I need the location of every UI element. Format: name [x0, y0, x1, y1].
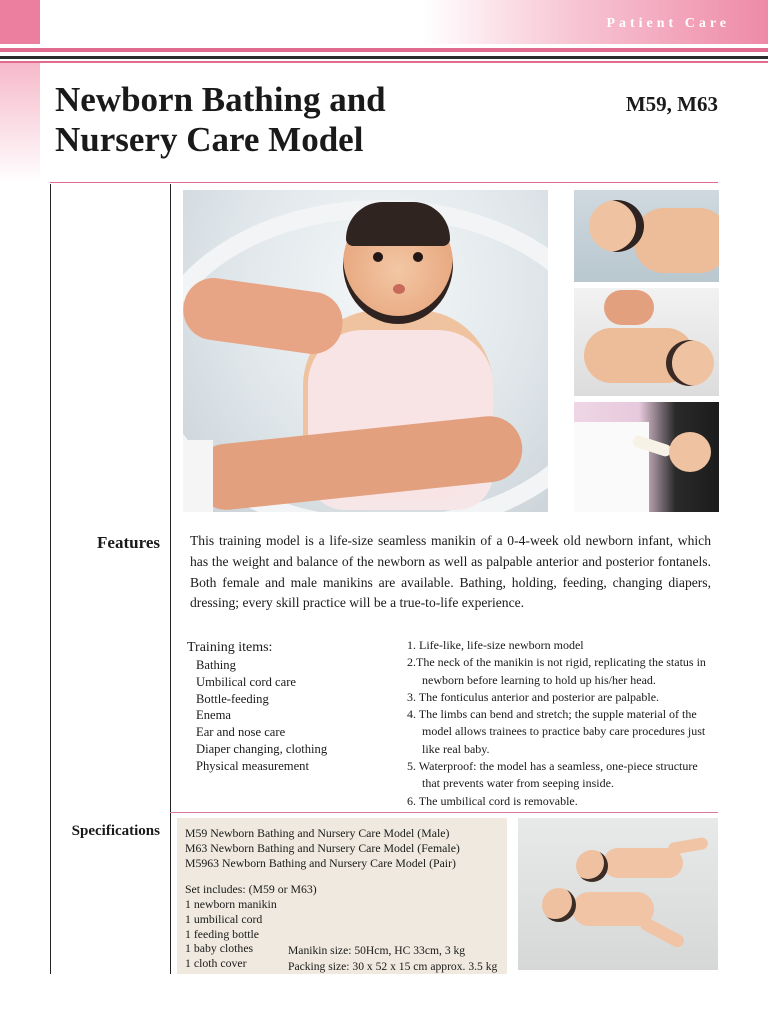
list-item: M59 Newborn Bathing and Nursery Care Model (Male) [185, 826, 450, 840]
manikin-head [669, 432, 711, 472]
specs-divider [170, 812, 718, 813]
manikin-leg [638, 915, 686, 949]
side-photo-cord-care [574, 288, 719, 396]
list-item: Ear and nose care [196, 725, 286, 740]
list-item: 1 umbilical cord [185, 911, 263, 926]
training-title: Training items: [187, 640, 273, 655]
manikin-eye [413, 252, 423, 262]
list-item: Bathing [196, 658, 236, 672]
header-stripe [0, 48, 768, 52]
specs-photo-manikins [518, 818, 718, 970]
manikin-leg [667, 837, 708, 856]
list-item: 2.The neck of the manikin is not rigid, replicating the status in newborn before learning to hold up his/her head. [407, 655, 706, 687]
title-line-2: Nursery Care Model [55, 120, 364, 159]
list-item: 1. Life-like, life-size newborn model [407, 638, 584, 652]
set-includes-title: Set includes: (M59 or M63) [185, 882, 317, 896]
list-item: Enema [196, 708, 231, 723]
list-item: Physical measurement [196, 758, 309, 773]
list-item: 1 feeding bottle [185, 926, 260, 941]
dimensions [288, 943, 497, 975]
list-item: 5. Waterproof: the model has a seamless, one-piece structure that prevents water from seeping inside. [407, 759, 698, 791]
list-item: Diaper changing, clothing [196, 741, 328, 756]
list-item: 1 baby clothes [185, 941, 254, 956]
feature-points [407, 637, 712, 810]
side-photo-neck [574, 190, 719, 282]
list-item: M63 Newborn Bathing and Nursery Care Model (Female) [185, 840, 460, 855]
features-paragraph: This training model is a life-size seamless manikin of a 0-4-week old newborn infant, which has the weight and balance of the newborn as well as palpable anterior and posterior fontanels. Both female and male manikins are available. Bathing, holding, feeding, changing diapers, dressing; every skill practice will be a true-to-life experience. [190, 533, 711, 611]
manikin-head [666, 340, 714, 386]
caregiver-hand [604, 290, 654, 325]
list-item: M5963 Newborn Bathing and Nursery Care Model (Pair) [185, 855, 456, 870]
manikin-head [589, 200, 644, 252]
set-includes-list [185, 897, 277, 971]
top-banner [0, 0, 768, 44]
header-stripe [0, 56, 768, 59]
list-item: 1 newborn manikin [185, 897, 277, 911]
packing-size: Packing size: 30 x 52 x 15 cm approx. 3.5 kg [288, 960, 498, 973]
manikin-head [576, 850, 608, 882]
manikin-eye [373, 252, 383, 262]
list-item: 6. The umbilical cord is removable. [407, 793, 578, 808]
side-photo-feeding [574, 402, 719, 512]
manikin-mouth [393, 284, 405, 294]
caregiver-sleeve [183, 440, 213, 512]
header-stripe [0, 61, 768, 63]
features-heading: Features [97, 533, 160, 552]
list-item: 4. The limbs can bend and stretch; the supple material of the model allows trainees to practice baby care procedures just like real baby. [407, 707, 706, 756]
manikin-size: Manikin size: 50Hcm, HC 33cm, 3 kg [288, 944, 466, 957]
specs-heading: Specifications [71, 823, 160, 839]
model-codes: M59, M63 [625, 92, 718, 116]
spec-models [185, 826, 460, 870]
page-title [55, 80, 495, 160]
frame-line [50, 184, 51, 974]
list-item: Umbilical cord care [196, 674, 296, 689]
list-item: 1 cloth cover [185, 956, 247, 971]
manikin-head [542, 888, 576, 922]
banner-tab [0, 0, 40, 44]
frame-line [170, 184, 171, 974]
main-photo-bathing [183, 190, 548, 512]
title-line-1: Newborn Bathing and [55, 80, 386, 119]
training-list [196, 657, 327, 775]
side-gradient [0, 63, 40, 183]
manikin-body [634, 208, 719, 273]
list-item: 3. The fonticulus anterior and posterior are palpable. [407, 689, 660, 704]
title-divider [50, 182, 718, 183]
manikin-hair [346, 202, 450, 246]
section-label: Patient Care [606, 16, 730, 31]
list-item: Bottle-feeding [196, 691, 269, 706]
